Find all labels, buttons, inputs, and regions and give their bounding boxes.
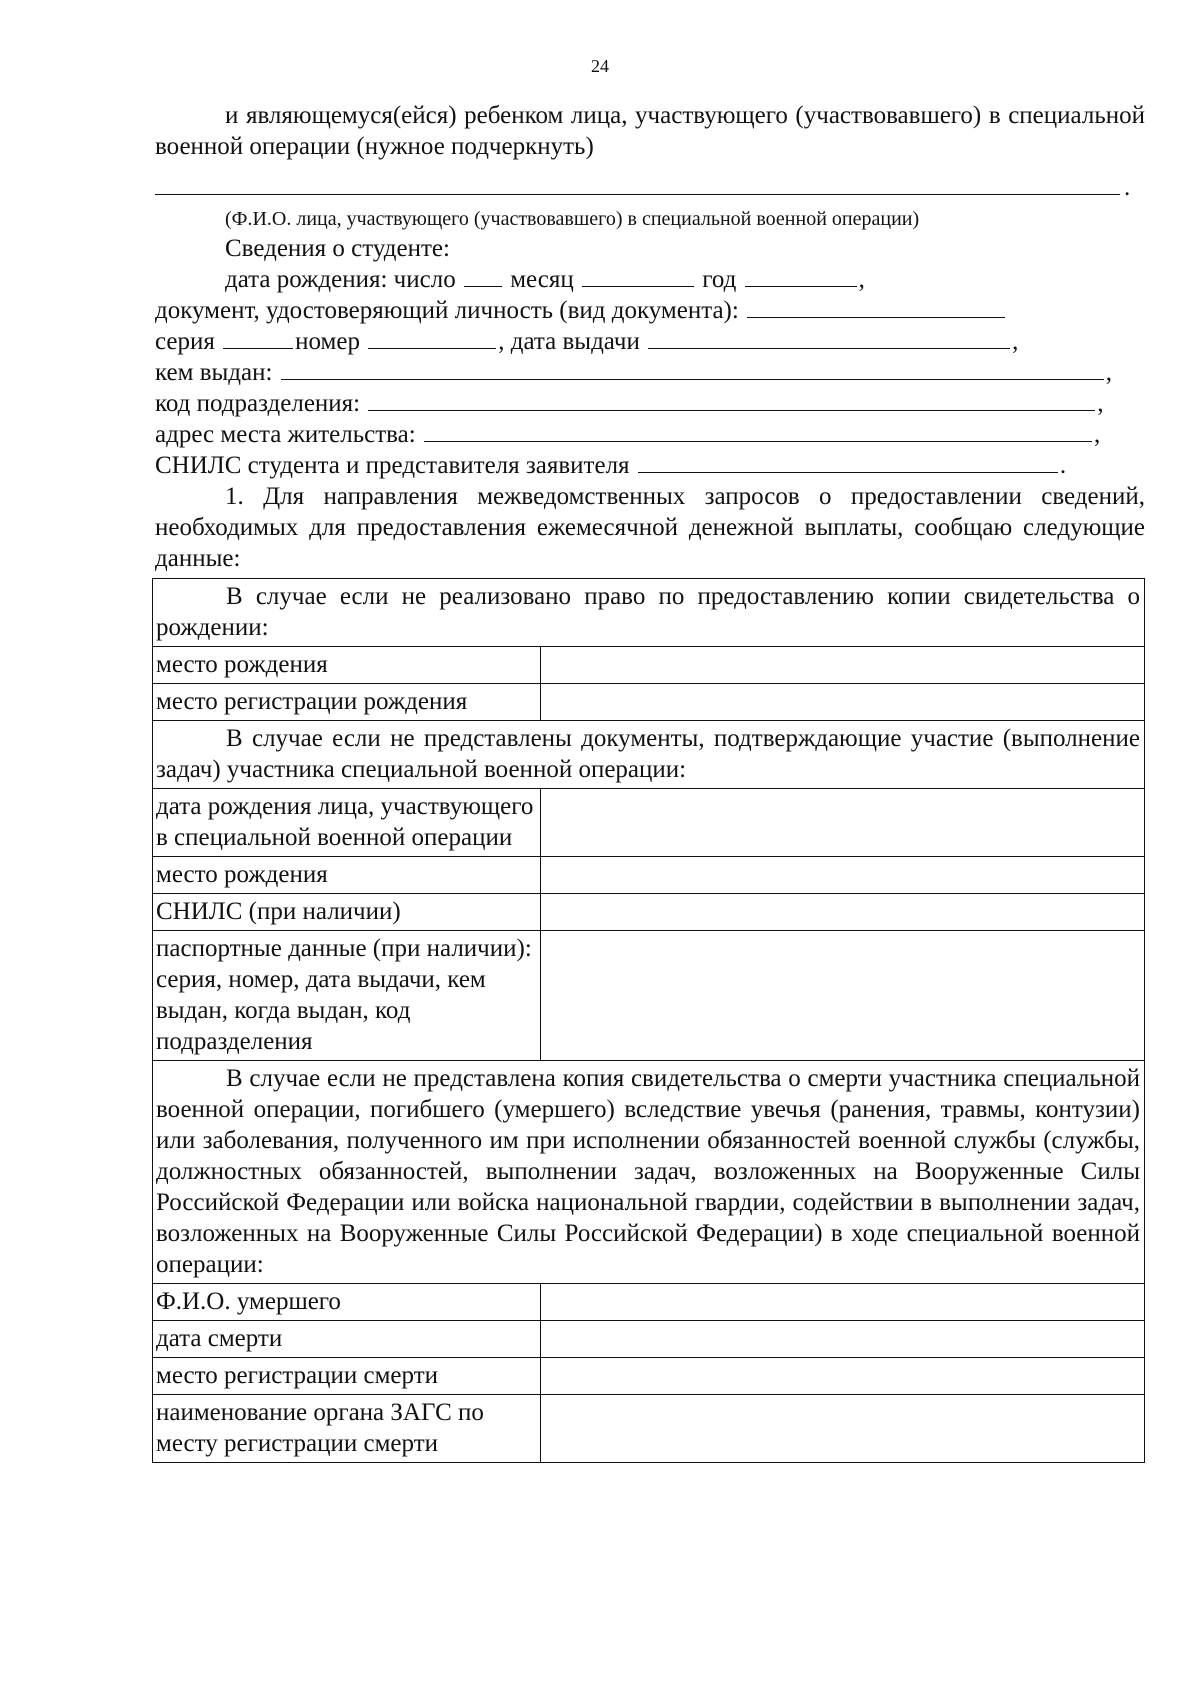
dob-year-field[interactable] bbox=[745, 264, 857, 287]
number-field[interactable] bbox=[368, 326, 496, 349]
table-row bbox=[153, 894, 1145, 931]
address-field[interactable] bbox=[424, 419, 1092, 442]
table-section-head bbox=[153, 1061, 1145, 1284]
table-row bbox=[153, 1321, 1145, 1358]
division-code-comma: , bbox=[1097, 390, 1104, 417]
year-label: год bbox=[702, 266, 737, 293]
table-row bbox=[153, 931, 1145, 1061]
row-label: наименование органа ЗАГС по месту регистрации смерти bbox=[153, 1395, 541, 1463]
table-row bbox=[153, 1358, 1145, 1395]
issued-by-label: кем выдан: bbox=[155, 359, 273, 386]
participant-snils-input[interactable] bbox=[540, 894, 1144, 931]
table-row bbox=[153, 857, 1145, 894]
table-row bbox=[153, 647, 1145, 684]
section-1-paragraph: 1. Для направления межведомственных запросов о предоставлении сведений, необходимых для предоставления ежемесячной денежной выплаты, сообщаю следующие данные: bbox=[155, 483, 1145, 572]
table-row bbox=[153, 789, 1145, 857]
month-label: месяц bbox=[510, 266, 574, 293]
parent-name-line-end: . bbox=[1124, 174, 1131, 201]
id-doc-field[interactable] bbox=[747, 295, 1005, 318]
table-section-head bbox=[153, 721, 1145, 789]
series-field[interactable] bbox=[223, 326, 293, 349]
dob-label: дата рождения: число bbox=[225, 266, 456, 293]
death-registration-place-input[interactable] bbox=[540, 1358, 1144, 1395]
student-heading: Сведения о студенте: bbox=[225, 235, 450, 262]
row-label: паспортные данные (при наличии): серия, номер, дата выдачи, кем выдан, когда выдан, код подразделения bbox=[153, 931, 541, 1061]
division-code-label: код подразделения: bbox=[155, 390, 361, 417]
birth-place-input[interactable] bbox=[540, 647, 1144, 684]
zags-name-input[interactable] bbox=[540, 1395, 1144, 1463]
parent-name-field[interactable] bbox=[155, 162, 1120, 195]
participant-birth-place-input[interactable] bbox=[540, 857, 1144, 894]
address-comma: , bbox=[1093, 421, 1101, 448]
participant-passport-input[interactable] bbox=[540, 931, 1144, 1061]
dob-day-field[interactable] bbox=[464, 264, 502, 287]
birth-registration-place-input[interactable] bbox=[540, 684, 1144, 721]
death-date-input[interactable] bbox=[540, 1321, 1144, 1358]
row-label: место рождения bbox=[153, 647, 541, 684]
row-label: место регистрации смерти bbox=[153, 1358, 541, 1395]
issue-date-field[interactable] bbox=[648, 326, 1010, 349]
issue-date-label: , дата выдачи bbox=[498, 328, 640, 355]
row-label: дата смерти bbox=[153, 1321, 541, 1358]
participant-head: В случае если не представлены документы, подтверждающие участие (выполнение задач) участника специальной военной операции: bbox=[153, 721, 1145, 789]
dob-month-field[interactable] bbox=[582, 264, 694, 287]
issue-date-comma: , bbox=[1012, 328, 1019, 355]
snils-row bbox=[155, 450, 1145, 481]
snils-label: СНИЛС студента и представителя заявителя bbox=[155, 452, 630, 479]
document-body bbox=[155, 100, 1145, 1463]
row-label: место рождения bbox=[153, 857, 541, 894]
issued-by-comma: , bbox=[1105, 359, 1112, 386]
participant-dob-input[interactable] bbox=[540, 789, 1144, 857]
parent-name-caption: (Ф.И.О. лица, участвующего (участвовавшего) в специальной военной операции) bbox=[225, 208, 920, 230]
birth-cert-head: В случае если не реализовано право по предоставлению копии свидетельства о рождении: bbox=[153, 579, 1145, 647]
series-label: серия bbox=[155, 328, 215, 355]
data-table bbox=[152, 578, 1145, 1463]
series-row bbox=[155, 326, 1145, 357]
division-code-row bbox=[155, 388, 1145, 419]
issued-by-row bbox=[155, 357, 1145, 388]
id-doc-row bbox=[155, 295, 1145, 326]
row-label: место регистрации рождения bbox=[153, 684, 541, 721]
row-label: СНИЛС (при наличии) bbox=[153, 894, 541, 931]
dob-comma: , bbox=[858, 266, 865, 293]
page-number: 24 bbox=[591, 56, 609, 76]
address-row bbox=[155, 419, 1145, 450]
dob-row bbox=[155, 264, 1145, 295]
table-row bbox=[153, 1284, 1145, 1321]
issued-by-field[interactable] bbox=[281, 357, 1104, 380]
deceased-name-input[interactable] bbox=[540, 1284, 1144, 1321]
address-label: адрес места жительства: bbox=[155, 421, 416, 448]
row-label: дата рождения лица, участвующего в специальной военной операции bbox=[153, 789, 541, 857]
snils-period: . bbox=[1059, 452, 1067, 479]
row-label: Ф.И.О. умершего bbox=[153, 1284, 541, 1321]
death-head: В случае если не представлена копия свидетельства о смерти участника специальной военной операции, погибшего (умершего) вследствие увечья (ранения, травмы, контузии) или заболевания, полученного им при исполнении обязанностей военной службы (службы, должностных обязанностей, выполнении задач, возложенных на Вооруженные Силы Российской Федерации или войска национальной гвардии, содействии в выполнении задач, возложенных на Вооруженные Силы Российской Федерации) в ходе специальной военной операции: bbox=[153, 1061, 1145, 1284]
number-label: номер bbox=[295, 328, 360, 355]
intro-paragraph: и являющемуся(ейся) ребенком лица, участвующего (участвовавшего) в специальной военной операции (нужное подчеркнуть) bbox=[155, 102, 1145, 160]
table-row bbox=[153, 1395, 1145, 1463]
table-section-head bbox=[153, 579, 1145, 647]
id-doc-label: документ, удостоверяющий личность (вид документа): bbox=[155, 297, 739, 324]
parent-name-line-row bbox=[155, 162, 1145, 203]
snils-field[interactable] bbox=[638, 450, 1058, 473]
division-code-field[interactable] bbox=[368, 388, 1095, 411]
table-row bbox=[153, 684, 1145, 721]
